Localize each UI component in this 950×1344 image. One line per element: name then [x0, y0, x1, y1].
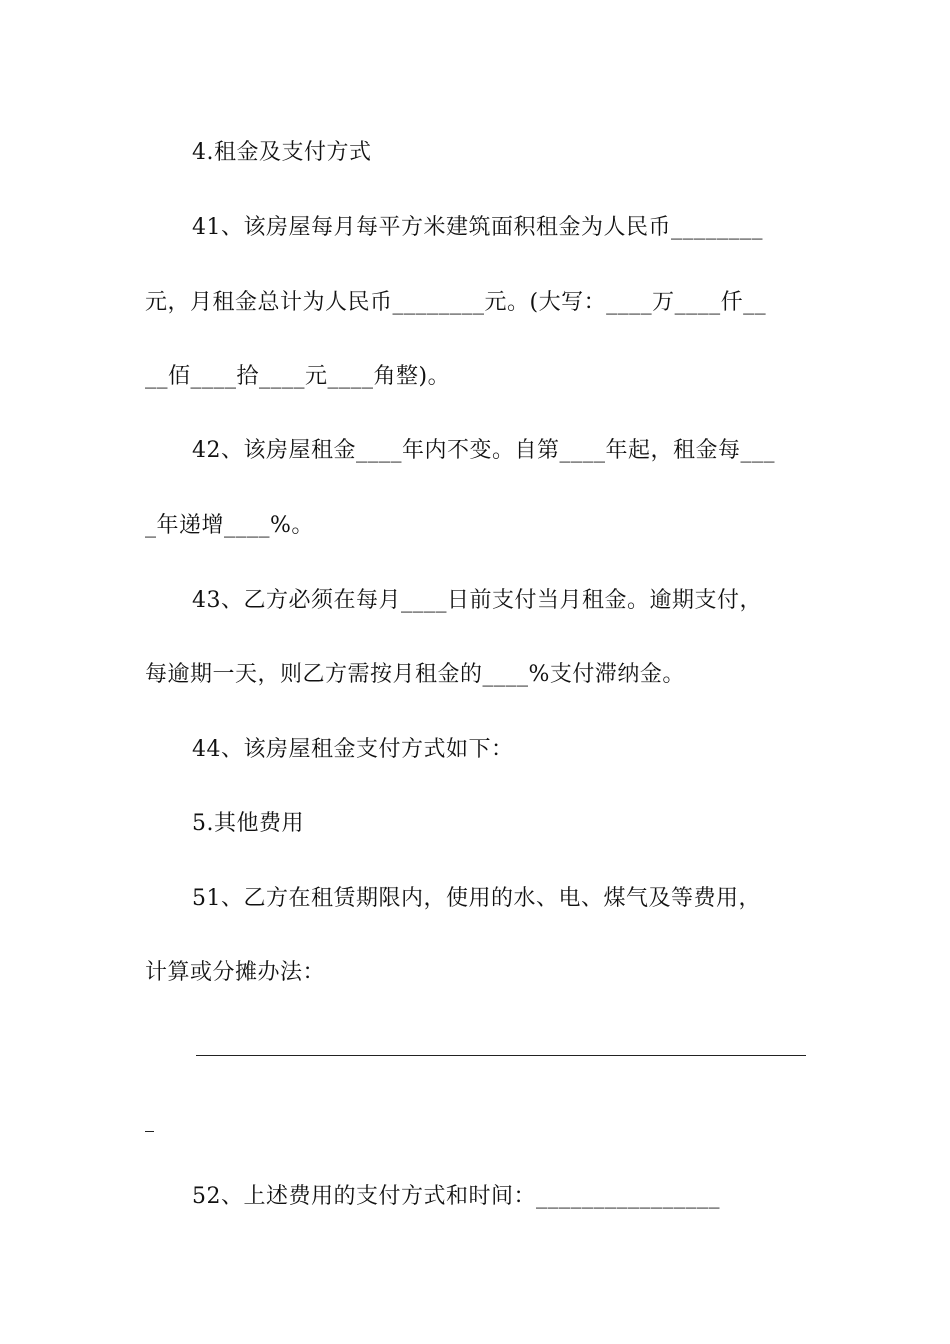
clause-51-line-2: 计算或分摊办法：: [145, 960, 326, 985]
clause-43-line-2: 每逾期一天，则乙方需按月租金的____%支付滞纳金。: [145, 662, 685, 687]
section-heading-other-fees: 5.其他费用: [192, 811, 304, 836]
clause-41-line-2: 元，月租金总计为人民币________元。(大写：____万____仟__: [145, 290, 767, 315]
clause-42-line-1: 42、该房屋租金____年内不变。自第____年起，租金每___: [192, 438, 775, 463]
blank-fill-line-end: [145, 1131, 154, 1132]
clause-41-line-3: __佰____拾____元____角整)。: [145, 364, 451, 389]
section-heading-rent: 4.租金及支付方式: [192, 140, 372, 165]
clause-51-line-1: 51、乙方在租赁期限内，使用的水、电、煤气及等费用，: [192, 886, 761, 911]
blank-fill-line: [196, 1055, 806, 1056]
clause-41-line-1: 41、该房屋每月每平方米建筑面积租金为人民币________: [192, 215, 763, 240]
clause-43-line-1: 43、乙方必须在每月____日前支付当月租金。逾期支付，: [192, 588, 762, 613]
clause-44: 44、该房屋租金支付方式如下：: [192, 737, 514, 762]
clause-42-line-2: _年递增____%。: [145, 513, 314, 538]
clause-52: 52、上述费用的支付方式和时间：________________: [192, 1184, 720, 1209]
